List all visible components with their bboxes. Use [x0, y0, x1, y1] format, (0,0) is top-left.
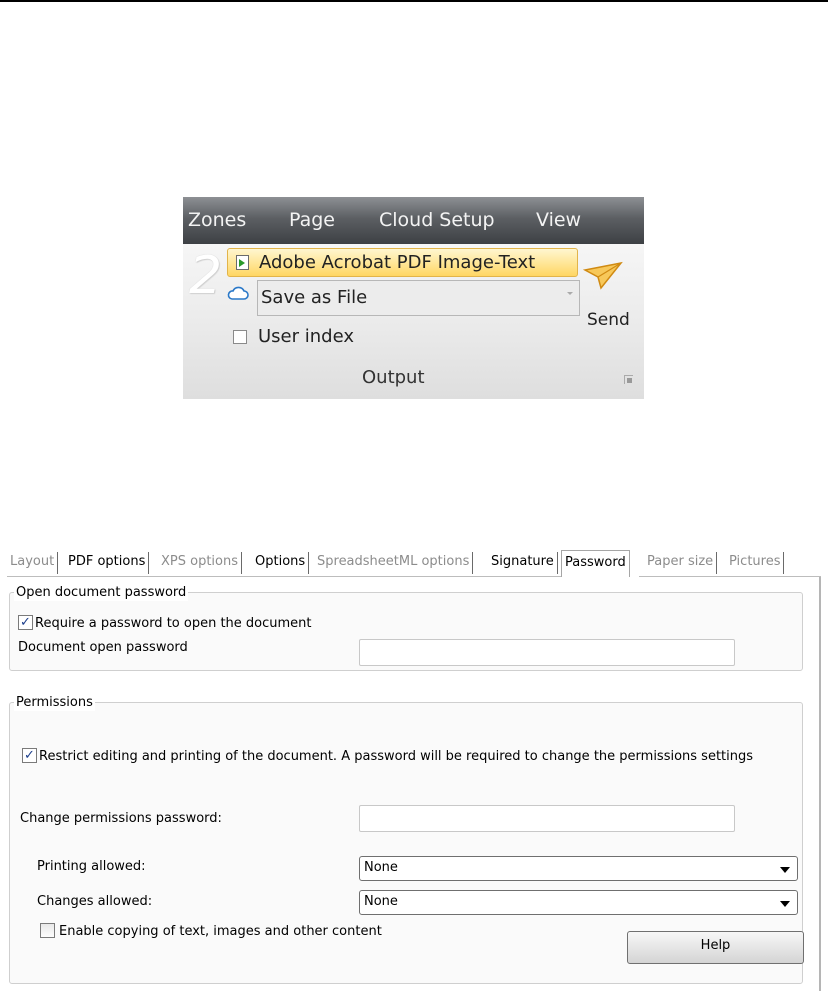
dialog-tabstrip — [7, 550, 828, 577]
tab-xps-options[interactable]: XPS options — [158, 552, 242, 574]
settings-dialog — [7, 550, 828, 991]
ribbon-tab-bar — [183, 197, 644, 244]
changes-allowed-value: None — [364, 894, 398, 909]
dialog-right-border — [819, 577, 821, 991]
change-permissions-password-label: Change permissions password: — [20, 811, 222, 826]
destination-dropdown[interactable] — [257, 280, 580, 316]
enable-copying-label: Enable copying of text, images and other content — [59, 924, 382, 939]
open-password-group-title: Open document password — [16, 585, 187, 600]
top-rule — [0, 0, 828, 2]
ribbon-tab-page[interactable]: Page — [289, 209, 335, 231]
open-password-label: Document open password — [18, 640, 188, 655]
help-button[interactable]: Help — [627, 931, 804, 964]
changes-allowed-label: Changes allowed: — [37, 894, 153, 909]
paper-plane-icon[interactable] — [583, 261, 623, 291]
tab-options[interactable]: Options — [252, 552, 309, 574]
printing-allowed-label: Printing allowed: — [37, 859, 146, 874]
changes-allowed-select[interactable] — [359, 890, 798, 915]
open-password-input[interactable] — [359, 639, 735, 666]
printing-allowed-value: None — [364, 860, 398, 875]
tab-spreadsheetml-options[interactable]: SpreadsheetML options — [314, 552, 473, 574]
tab-underline — [7, 576, 561, 577]
ribbon — [183, 197, 644, 399]
step-number: 2 — [189, 246, 223, 306]
user-index-checkbox[interactable] — [233, 330, 247, 344]
enable-copying-checkbox[interactable] — [40, 923, 55, 938]
ribbon-output-panel — [183, 244, 644, 399]
dialog-launcher-icon[interactable] — [624, 375, 633, 384]
tab-password[interactable]: Password — [561, 550, 630, 577]
group-label-output: Output — [362, 367, 425, 388]
output-format-label: Adobe Acrobat PDF Image-Text — [259, 252, 536, 273]
destination-value: Save as File — [261, 287, 368, 308]
chevron-down-icon — [780, 901, 790, 907]
send-button[interactable]: Send — [587, 310, 630, 330]
restrict-editing-checkbox[interactable]: ✓ — [22, 748, 37, 763]
tab-layout[interactable]: Layout — [7, 552, 58, 574]
tab-signature[interactable]: Signature — [488, 552, 558, 574]
require-password-checkbox[interactable]: ✓ — [18, 615, 33, 630]
document-arrow-icon — [236, 255, 249, 270]
permissions-group-title: Permissions — [16, 695, 93, 710]
printing-allowed-select[interactable] — [359, 856, 798, 881]
ribbon-tab-zones[interactable]: Zones — [188, 209, 247, 231]
chevron-down-icon — [780, 867, 790, 873]
restrict-editing-label: Restrict editing and printing of the document. A password will be required to change the permissions settings — [39, 749, 754, 764]
ribbon-tab-cloud-setup[interactable]: Cloud Setup — [379, 209, 495, 231]
tab-underline — [639, 576, 821, 577]
require-password-label: Require a password to open the document — [35, 616, 312, 631]
tab-paper-size[interactable]: Paper size — [644, 552, 717, 574]
tab-pictures[interactable]: Pictures — [726, 552, 784, 574]
cloud-icon — [227, 286, 249, 300]
ribbon-tab-view[interactable]: View — [536, 209, 582, 231]
chevron-down-icon — [567, 292, 573, 295]
tab-pdf-options[interactable]: PDF options — [65, 552, 149, 574]
output-format-button[interactable] — [227, 248, 578, 277]
user-index-label: User index — [258, 326, 354, 347]
change-permissions-password-input[interactable] — [359, 805, 735, 832]
